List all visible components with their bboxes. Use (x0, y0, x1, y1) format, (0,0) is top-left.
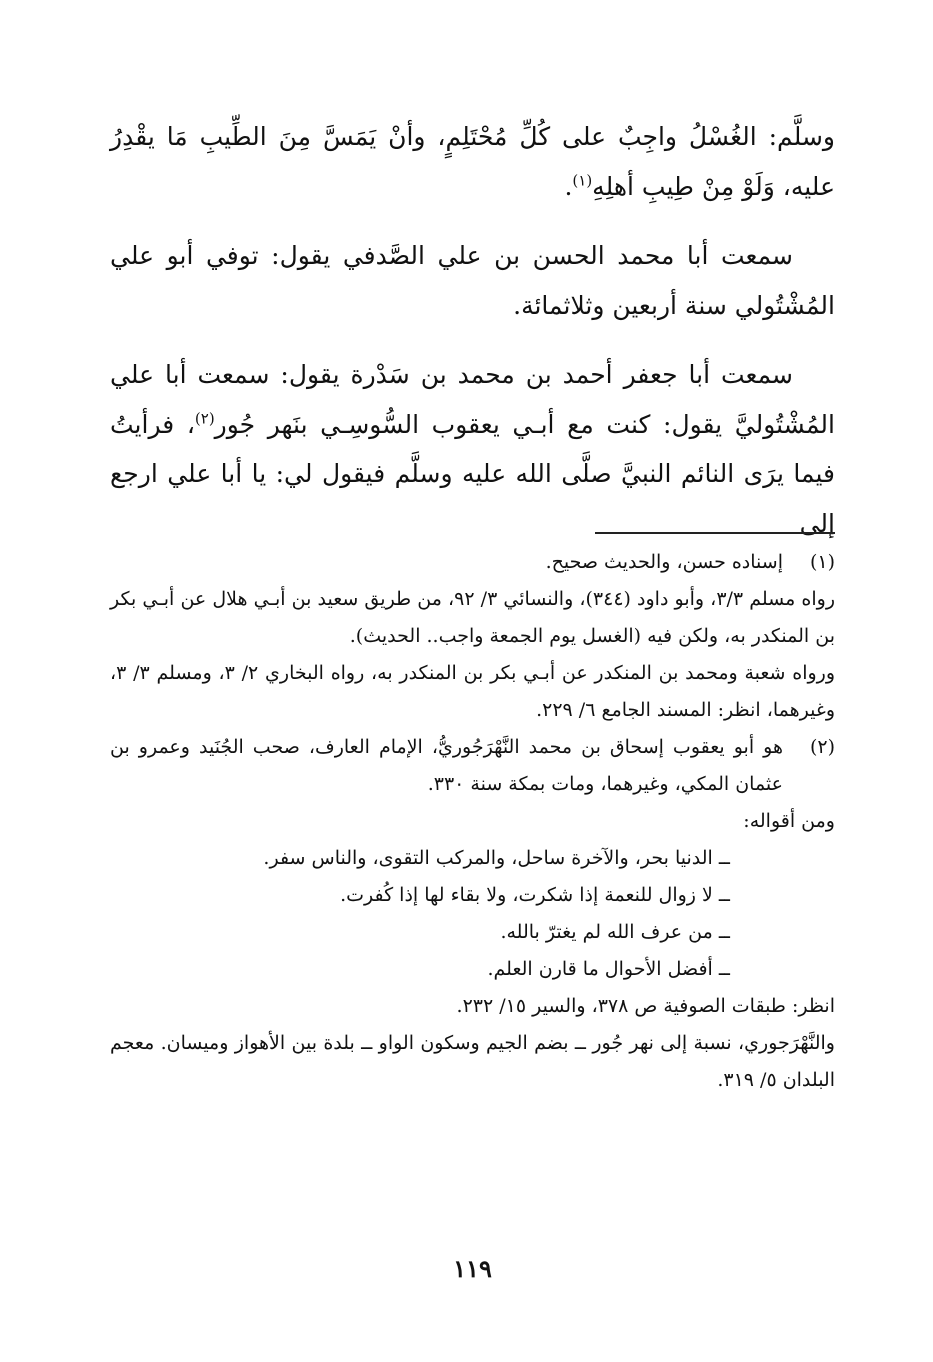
footnote-1-line: رواه مسلم ٣/٣، وأبو داود (٣٤٤)، والنسائي ٣/ ٩٢، من طريق سعيد بن أبـي هلال عن أبـي بكر بن المنكدر به، ولكن فيه (الغسل يوم الجمعة واجب.. الحديث). (110, 588, 835, 647)
footnotes (110, 544, 835, 1099)
saying-item: ــ لا زوال للنعمة إذا شكرت، ولا بقاء لها إذا كُفرت. (340, 884, 730, 906)
footnote-1 (110, 544, 835, 581)
main-text (110, 112, 835, 568)
saying-item: ــ الدنيا بحر، والآخرة ساحل، والمركب التقوى، والناس سفر. (263, 847, 730, 869)
book-page (110, 0, 835, 1362)
footnote-separator (595, 532, 835, 534)
footnote-2-first-line: هو أبو يعقوب إسحاق بن محمد النَّهْرَجُوريُّ، الإمام العارف، صحب الجُنَيد وعمرو بن عثمان المكي، وغيرهما، ومات بمكة سنة ٣٣٠. (110, 736, 783, 795)
paragraph-1 (110, 112, 835, 211)
footnote-2 (110, 729, 835, 803)
footnote-2-line: والنَّهْرَجوري، نسبة إلى نهر جُور ــ بضم الجيم وسكون الواو ــ بلدة بين الأهواز وميسان. معجم البلدان ٥/ ٣١٩. (110, 1032, 835, 1091)
footnote-1-number: (١) (809, 551, 835, 573)
footnote-1-line: ورواه شعبة ومحمد بن المنكدر عن أبـي بكر بن المنكدر به، رواه البخاري ٢/ ٣، ومسلم ٣/ ٣، وغيرهما، انظر: المسند الجامع ٦/ ٢٢٩. (110, 662, 835, 721)
footnote-2-number: (٢) (809, 736, 835, 758)
paragraph-1-text: وسلَّم: الغُسْلُ واجِبٌ على كُلِّ مُحْتَلِمٍ، وأنْ يَمَسَّ مِنَ الطِّيبِ مَا يقْدِرُ عليه، وَلَوْ مِنْ طِيبِ أهلِهِ (110, 122, 835, 201)
paragraph-3-text-after: ، فرأيتُ فيما يرَى النائم النبيَّ صلَّى الله عليه وسلَّم فيقول لي: يا أبا علي ارجع إلى (110, 409, 835, 538)
footnote-ref-2: (٢) (194, 409, 215, 428)
page-number: ١١٩ (453, 1254, 492, 1283)
sayings-list (110, 840, 835, 988)
footnote-1-first-line: إسناده حسن، والحديث صحيح. (545, 551, 783, 573)
saying-item: ــ من عرف الله لم يغترّ بالله. (500, 921, 730, 943)
footnote-2-line: انظر: طبقات الصوفية ص ٣٧٨، والسير ١٥/ ٢٣٢. (456, 995, 835, 1017)
paragraph-2: سمعت أبا محمد الحسن بن علي الصَّدفي يقول: توفي أبو علي المُشْتُولي سنة أربعين وثلاثمائة. (110, 241, 835, 320)
footnote-ref-1: (١) (572, 171, 593, 190)
paragraph-3 (110, 350, 835, 548)
paragraph-3-text-before: سمعت أبا جعفر أحمد بن محمد بن سَدْرة يقول: سمعت أبا علي المُشْتُوليَّ يقول: كنت مع أبـي يعقوب السُّوسِـي بنَهر جُور (110, 360, 835, 439)
paragraph-1-tail: . (564, 171, 573, 201)
sayings-intro: ومن أقواله: (743, 810, 835, 832)
saying-item: ــ أفضل الأحوال ما قارن العلم. (487, 958, 730, 980)
